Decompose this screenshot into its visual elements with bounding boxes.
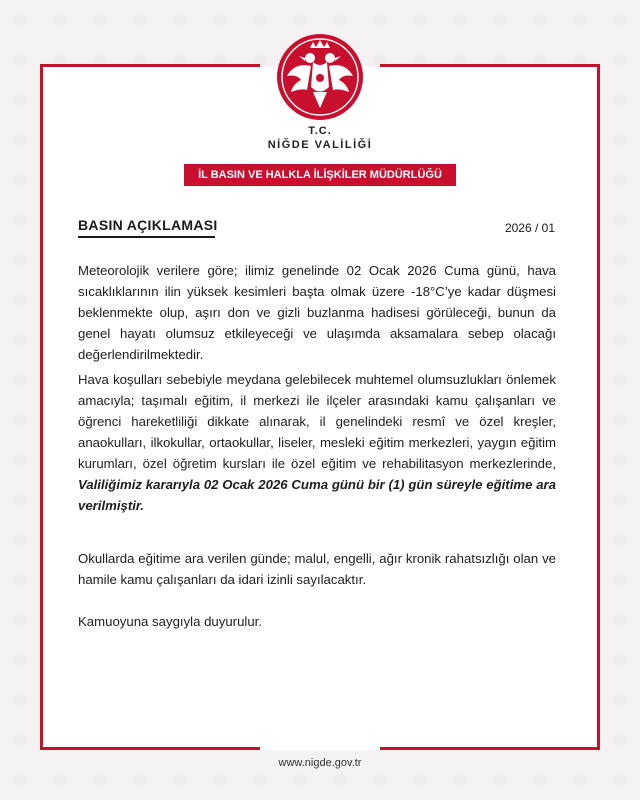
paragraph-4: Kamuoyuna saygıyla duyurulur. <box>78 614 262 629</box>
document-number: 2026 / 01 <box>504 221 555 235</box>
double-headed-eagle-emblem-icon <box>275 32 365 122</box>
website-link[interactable]: www.nigde.gov.tr <box>278 757 362 769</box>
department-banner: İL BASIN VE HALKLA İLİŞKİLER MÜDÜRLÜĞÜ <box>184 164 456 186</box>
frame-top-left-border <box>40 64 260 67</box>
paragraph-1: Meteorolojik verilere göre; ilimiz genelinde 02 Ocak 2026 Cuma günü, hava sıcaklıklarının ilin yüksek kesimleri başta olmak üzere -18°C’ye kadar düşmesi beklenmekte olup, aşırı don ve gizli buzlanma hadisesi görüleceği, bunun da genel hayatı olumsuz etkileyeceği ve ulaşımda aksamalara sebep olacağı değerlendirilmektedir. <box>78 263 556 362</box>
frame-bottom-left-border <box>40 747 260 750</box>
frame-right-border <box>597 64 600 750</box>
paragraph-2 <box>78 369 556 516</box>
frame-left-border <box>40 64 43 750</box>
frame-top-right-border <box>380 64 600 67</box>
document-title: BASIN AÇIKLAMASI <box>78 217 218 233</box>
paragraph-3: Okullarda eğitime ara verilen günde; malul, engelli, ağır kronik rahatsızlığı olan ve hamile kamu çalışanları da idari izinli sayılacaktır. <box>78 551 556 587</box>
paragraph-2-text: Hava koşulları sebebiyle meydana gelebilecek muhtemel olumsuzlukları önlemek amacıyla; taşımalı eğitim, il merkezi ile ilçeler arasındaki kamu çalışanları ve öğrenci hareketliliği dikkate alınarak, il genelindeki resmî ve özel kreşler, anaokulları, ilkokullar, ortaokullar, liseler, mesleki eğitim merkezleri, yaygın eğitim kurumları, özel öğretim kursları ile özel eğitim ve rehabilitasyon merkezlerinde, <box>78 372 556 471</box>
frame-bottom-right-border <box>380 747 600 750</box>
org-name: NİĞDE VALİLİĞİ <box>267 139 373 151</box>
paragraph-2-emphasis: Valiliğimiz kararıyla 02 Ocak 2026 Cuma günü bir (1) gün süreyle eğitime ara verilmiştir. <box>78 477 556 513</box>
org-prefix: T.C. <box>308 125 332 137</box>
title-underline <box>78 236 215 238</box>
